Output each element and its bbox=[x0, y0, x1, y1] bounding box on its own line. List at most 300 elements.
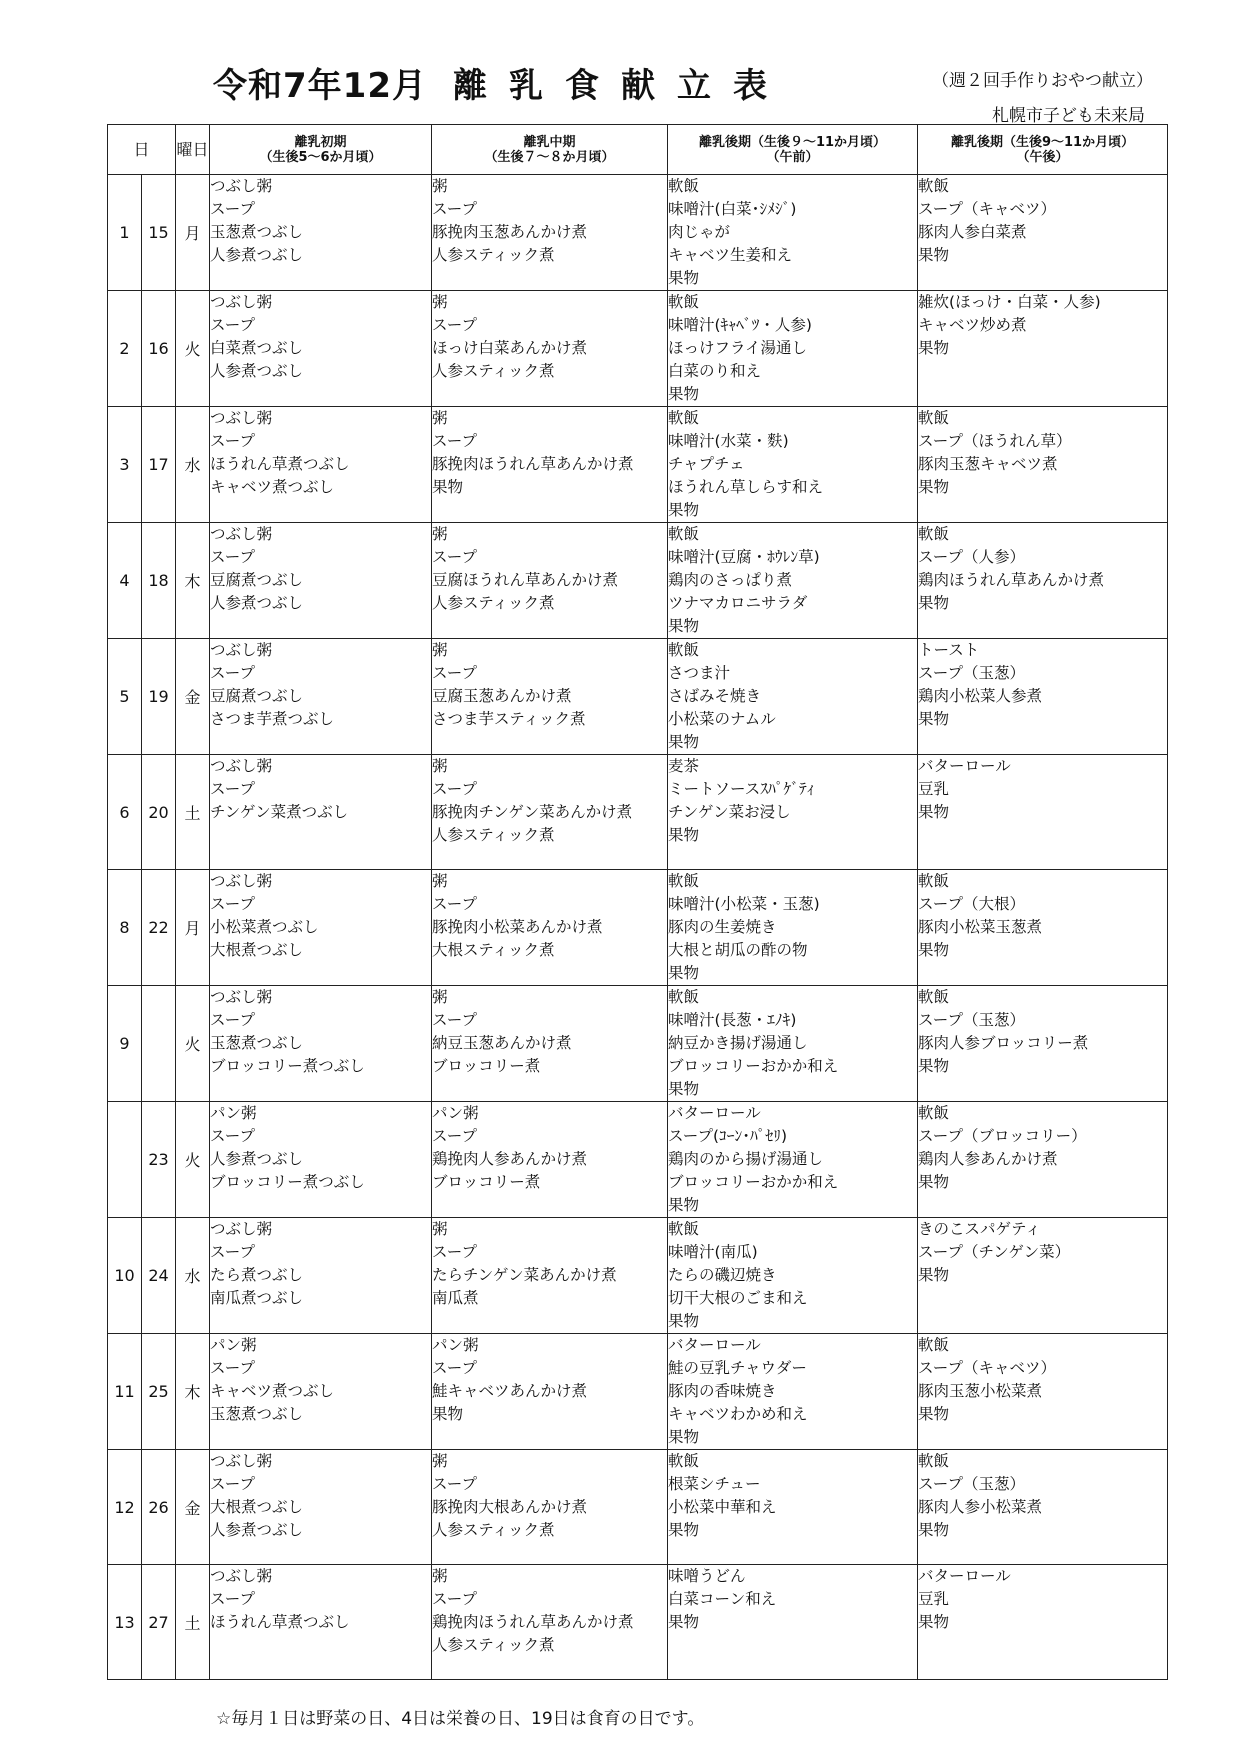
meal-item: スープ bbox=[210, 1127, 255, 1145]
meal-item: 人参煮つぶし bbox=[210, 594, 304, 612]
meal-item: ほっけ白菜あんかけ煮 bbox=[432, 339, 588, 357]
meal-item: 鶏肉ほうれん草あんかけ煮 bbox=[918, 571, 1105, 589]
meal-item: さつま汁 bbox=[668, 664, 731, 682]
meal-item: 軟飯 bbox=[918, 1336, 950, 1354]
meal-item: 果物 bbox=[918, 1057, 950, 1075]
meal-cell-middle bbox=[432, 870, 668, 986]
meal-item: ツナマカロニサラダ bbox=[668, 594, 808, 612]
menu-body bbox=[108, 175, 1168, 1680]
meal-item: さばみそ焼き bbox=[668, 687, 762, 705]
meal-item: スープ bbox=[210, 895, 255, 913]
footnote: ☆毎月１日は野菜の日、4日は栄養の日、19日は食育の日です。 bbox=[216, 1709, 705, 1729]
meal-cell-late-am bbox=[668, 1565, 918, 1680]
meal-item: 玉葱煮つぶし bbox=[210, 1405, 304, 1423]
meal-item: キャベツ生姜和え bbox=[668, 246, 793, 264]
meal-cell-middle bbox=[432, 1565, 668, 1680]
meal-item: スープ（玉葱） bbox=[918, 1475, 1025, 1493]
meal-item: さつま芋スティック煮 bbox=[432, 710, 586, 728]
col-header-late-am bbox=[668, 125, 918, 175]
day-cell: 8 bbox=[108, 870, 142, 986]
col-header-early bbox=[210, 125, 432, 175]
day-cell: 3 bbox=[108, 407, 142, 523]
meal-item: 南瓜煮つぶし bbox=[210, 1289, 304, 1307]
meal-cell-late-pm bbox=[918, 755, 1168, 870]
meal-cell-early bbox=[210, 1102, 432, 1218]
meal-cell-middle bbox=[432, 1218, 668, 1334]
meal-item: 粥 bbox=[432, 525, 448, 543]
meal-item: 軟飯 bbox=[668, 409, 700, 427]
weekday-cell: 火 bbox=[176, 986, 210, 1102]
meal-item: トースト bbox=[918, 641, 980, 659]
meal-item: 豚肉玉葱キャベツ煮 bbox=[918, 455, 1058, 473]
meal-cell-middle bbox=[432, 407, 668, 523]
meal-item: 味噌うどん bbox=[668, 1567, 746, 1585]
meal-item: スープ（キャベツ） bbox=[918, 1359, 1056, 1377]
meal-item: スープ(ｺｰﾝ･ﾊﾟｾﾘ) bbox=[668, 1127, 788, 1145]
meal-item: 白菜煮つぶし bbox=[210, 339, 304, 357]
meal-item: 白菜のり和え bbox=[668, 362, 762, 380]
meal-item: 肉じゃが bbox=[668, 223, 731, 241]
meal-cell-middle bbox=[432, 291, 668, 407]
weekday-cell: 土 bbox=[176, 1565, 210, 1680]
meal-item: 小松菜煮つぶし bbox=[210, 918, 319, 936]
meal-cell-early bbox=[210, 291, 432, 407]
meal-item: 豚肉人参小松菜煮 bbox=[918, 1498, 1043, 1516]
header-row bbox=[108, 125, 1168, 175]
meal-item: つぶし粥 bbox=[210, 1567, 273, 1585]
weekday-cell: 月 bbox=[176, 175, 210, 291]
meal-item: 果物 bbox=[668, 733, 700, 751]
table-row bbox=[108, 1218, 1168, 1334]
col-header-middle-line2: （生後７～８か月頃） bbox=[484, 149, 615, 165]
meal-cell-middle bbox=[432, 755, 668, 870]
meal-item: スープ（玉葱） bbox=[918, 664, 1025, 682]
meal-item: スープ bbox=[210, 316, 255, 334]
meal-item: スープ bbox=[432, 780, 477, 798]
meal-item: 果物 bbox=[918, 1173, 950, 1191]
meal-item: 味噌汁(水菜・麩) bbox=[668, 432, 789, 450]
meal-item: つぶし粥 bbox=[210, 525, 273, 543]
meal-cell-late-am bbox=[668, 1218, 918, 1334]
meal-item: 果物 bbox=[918, 710, 950, 728]
weekday-cell: 土 bbox=[176, 755, 210, 870]
meal-item: 人参スティック煮 bbox=[432, 826, 555, 844]
meal-item: 玉葱煮つぶし bbox=[210, 1034, 304, 1052]
meal-item: 果物 bbox=[918, 594, 950, 612]
day-cell: 12 bbox=[108, 1450, 142, 1565]
meal-item: 果物 bbox=[668, 1613, 700, 1631]
meal-item: キャベツわかめ和え bbox=[668, 1405, 808, 1423]
date-cell: 27 bbox=[142, 1565, 176, 1680]
date-cell: 22 bbox=[142, 870, 176, 986]
meal-cell-late-pm bbox=[918, 1450, 1168, 1565]
meal-item: 粥 bbox=[432, 1452, 448, 1470]
col-header-middle-line1: 離乳中期 bbox=[523, 134, 576, 150]
meal-item: 軟飯 bbox=[918, 177, 950, 195]
table-row bbox=[108, 1102, 1168, 1218]
weekday-cell: 水 bbox=[176, 407, 210, 523]
meal-cell-middle bbox=[432, 523, 668, 639]
date-cell: 26 bbox=[142, 1450, 176, 1565]
meal-item: 味噌汁(豆腐・ﾎｳﾚﾝ草) bbox=[668, 548, 820, 566]
meal-item: スープ bbox=[210, 1243, 255, 1261]
meal-cell-middle bbox=[432, 639, 668, 755]
meal-item: 軟飯 bbox=[918, 525, 950, 543]
meal-item: 豚肉の香味焼き bbox=[668, 1382, 777, 1400]
meal-cell-late-am bbox=[668, 755, 918, 870]
meal-item: 鶏肉人参あんかけ煮 bbox=[918, 1150, 1058, 1168]
meal-item: 果物 bbox=[918, 1405, 950, 1423]
meal-item: 人参煮つぶし bbox=[210, 246, 304, 264]
meal-item: 豚肉人参ブロッコリー煮 bbox=[918, 1034, 1089, 1052]
meal-item: 鶏挽肉人参あんかけ煮 bbox=[432, 1150, 588, 1168]
meal-item: キャベツ煮つぶし bbox=[210, 1382, 335, 1400]
meal-cell-early bbox=[210, 1334, 432, 1450]
meal-item: 軟飯 bbox=[668, 1452, 700, 1470]
meal-item: たらチンゲン菜あんかけ煮 bbox=[432, 1266, 617, 1284]
meal-item: 味噌汁(南瓜) bbox=[668, 1243, 758, 1261]
meal-item: 豆腐ほうれん草あんかけ煮 bbox=[432, 571, 619, 589]
day-cell: 4 bbox=[108, 523, 142, 639]
meal-item: チャプチェ bbox=[668, 455, 745, 473]
weekday-cell: 火 bbox=[176, 1102, 210, 1218]
meal-item: スープ bbox=[210, 200, 255, 218]
col-header-middle bbox=[432, 125, 668, 175]
day-cell bbox=[108, 1102, 142, 1218]
meal-item: 人参スティック煮 bbox=[432, 362, 555, 380]
meal-item: 果物 bbox=[668, 617, 700, 635]
meal-cell-early bbox=[210, 1450, 432, 1565]
meal-item: 人参スティック煮 bbox=[432, 246, 555, 264]
day-cell: 9 bbox=[108, 986, 142, 1102]
meal-item: ミートソースｽﾊﾟｹﾞﾃｨ bbox=[668, 780, 815, 798]
meal-item: 果物 bbox=[918, 478, 950, 496]
meal-item: スープ bbox=[210, 780, 255, 798]
meal-item: 大根と胡瓜の酢の物 bbox=[668, 941, 808, 959]
day-cell: 6 bbox=[108, 755, 142, 870]
meal-item: バターロール bbox=[918, 1567, 1011, 1585]
meal-cell-early bbox=[210, 639, 432, 755]
meal-item: スープ bbox=[432, 1127, 477, 1145]
meal-item: パン粥 bbox=[432, 1104, 479, 1122]
meal-item: 果物 bbox=[668, 501, 700, 519]
page-title bbox=[213, 58, 789, 107]
meal-cell-late-am bbox=[668, 986, 918, 1102]
weekday-cell: 月 bbox=[176, 870, 210, 986]
meal-item: つぶし粥 bbox=[210, 757, 273, 775]
col-header-day: 日 bbox=[108, 125, 176, 175]
meal-item: 鶏肉のから揚げ湯通し bbox=[668, 1150, 824, 1168]
meal-item: 果物 bbox=[668, 826, 700, 844]
meal-item: 豆乳 bbox=[918, 780, 950, 798]
day-cell: 11 bbox=[108, 1334, 142, 1450]
meal-item: 白菜コーン和え bbox=[668, 1590, 777, 1608]
meal-item: 麦茶 bbox=[668, 757, 700, 775]
meal-item: 豚肉玉葱小松菜煮 bbox=[918, 1382, 1043, 1400]
meal-item: 味噌汁(白菜･ｼﾒｼﾞ) bbox=[668, 200, 797, 218]
meal-item: 人参煮つぶし bbox=[210, 1521, 304, 1539]
meal-item: 果物 bbox=[918, 941, 950, 959]
day-cell: 2 bbox=[108, 291, 142, 407]
meal-item: 雑炊(ほっけ・白菜・人参) bbox=[918, 293, 1101, 311]
meal-item: ブロッコリーおかか和え bbox=[668, 1057, 839, 1075]
meal-item: 味噌汁(長葱・ｴﾉｷ) bbox=[668, 1011, 797, 1029]
meal-item: 切干大根のごま和え bbox=[668, 1289, 808, 1307]
meal-item: 豚肉人参白菜煮 bbox=[918, 223, 1027, 241]
meal-item: 玉葱煮つぶし bbox=[210, 223, 304, 241]
meal-item: チンゲン菜お浸し bbox=[668, 803, 791, 821]
title-date: 令和7年12月 bbox=[213, 66, 427, 106]
col-header-late-pm bbox=[918, 125, 1168, 175]
meal-item: 豚挽肉大根あんかけ煮 bbox=[432, 1498, 588, 1516]
meal-item: バターロール bbox=[668, 1104, 761, 1122]
meal-cell-late-am bbox=[668, 639, 918, 755]
col-header-dow: 曜日 bbox=[176, 125, 210, 175]
meal-cell-middle bbox=[432, 1102, 668, 1218]
meal-item: スープ（大根） bbox=[918, 895, 1025, 913]
meal-item: つぶし粥 bbox=[210, 988, 273, 1006]
meal-item: つぶし粥 bbox=[210, 177, 273, 195]
meal-item: 豚挽肉ほうれん草あんかけ煮 bbox=[432, 455, 634, 473]
meal-cell-early bbox=[210, 870, 432, 986]
meal-cell-late-pm bbox=[918, 1334, 1168, 1450]
date-cell: 17 bbox=[142, 407, 176, 523]
meal-cell-late-pm bbox=[918, 870, 1168, 986]
meal-item: 軟飯 bbox=[668, 872, 700, 890]
meal-item: つぶし粥 bbox=[210, 1452, 273, 1470]
meal-item: 納豆かき揚げ湯通し bbox=[668, 1034, 808, 1052]
organization-name: 札幌市子ども未来局 bbox=[992, 106, 1145, 126]
meal-item: 鶏肉のさっぱり煮 bbox=[668, 571, 793, 589]
date-cell: 16 bbox=[142, 291, 176, 407]
meal-item: 果物 bbox=[918, 246, 950, 264]
meal-item: ほうれん草煮つぶし bbox=[210, 1613, 350, 1631]
meal-cell-late-pm bbox=[918, 986, 1168, 1102]
meal-item: 粥 bbox=[432, 872, 448, 890]
meal-item: 軟飯 bbox=[668, 525, 700, 543]
weekday-cell: 水 bbox=[176, 1218, 210, 1334]
day-cell: 5 bbox=[108, 639, 142, 755]
meal-item: スープ bbox=[210, 664, 255, 682]
meal-item: ブロッコリー煮つぶし bbox=[210, 1057, 365, 1075]
weekday-cell: 金 bbox=[176, 639, 210, 755]
meal-item: 鶏挽肉ほうれん草あんかけ煮 bbox=[432, 1613, 634, 1631]
meal-item: 果物 bbox=[668, 1428, 700, 1446]
meal-item: スープ bbox=[210, 548, 255, 566]
meal-item: 軟飯 bbox=[668, 988, 700, 1006]
meal-item: 果物 bbox=[432, 1405, 464, 1423]
meal-item: スープ bbox=[432, 548, 477, 566]
table-row bbox=[108, 1450, 1168, 1565]
meal-item: 鮭キャベツあんかけ煮 bbox=[432, 1382, 588, 1400]
meal-item: 大根煮つぶし bbox=[210, 941, 304, 959]
meal-item: パン粥 bbox=[210, 1336, 257, 1354]
meal-item: つぶし粥 bbox=[210, 293, 273, 311]
meal-item: 軟飯 bbox=[918, 988, 950, 1006]
weekday-cell: 木 bbox=[176, 523, 210, 639]
date-cell: 19 bbox=[142, 639, 176, 755]
meal-item: 果物 bbox=[668, 1521, 700, 1539]
meal-item: 粥 bbox=[432, 1220, 448, 1238]
meal-item: 粥 bbox=[432, 641, 448, 659]
meal-item: 果物 bbox=[918, 1266, 950, 1284]
meal-item: スープ（人参） bbox=[918, 548, 1025, 566]
meal-item: つぶし粥 bbox=[210, 1220, 273, 1238]
meal-item: 果物 bbox=[668, 269, 700, 287]
meal-item: 粥 bbox=[432, 757, 448, 775]
table-row bbox=[108, 870, 1168, 986]
meal-item: ブロッコリー煮 bbox=[432, 1173, 541, 1191]
meal-item: 豆乳 bbox=[918, 1590, 950, 1608]
meal-item: さつま芋煮つぶし bbox=[210, 710, 335, 728]
meal-cell-early bbox=[210, 1565, 432, 1680]
meal-item: 果物 bbox=[918, 1521, 950, 1539]
meal-item: スープ bbox=[432, 1011, 477, 1029]
meal-item: 果物 bbox=[918, 803, 950, 821]
meal-item: スープ bbox=[432, 316, 477, 334]
meal-item: 人参スティック煮 bbox=[432, 1636, 555, 1654]
meal-item: スープ bbox=[210, 1475, 255, 1493]
meal-cell-early bbox=[210, 175, 432, 291]
table-row bbox=[108, 1565, 1168, 1680]
meal-item: 豆腐煮つぶし bbox=[210, 687, 304, 705]
meal-cell-late-am bbox=[668, 870, 918, 986]
menu-table bbox=[107, 124, 1168, 1680]
weekday-cell: 木 bbox=[176, 1334, 210, 1450]
meal-cell-late-pm bbox=[918, 291, 1168, 407]
meal-item: 大根スティック煮 bbox=[432, 941, 555, 959]
col-header-late-am-line2: （午前） bbox=[766, 149, 819, 165]
meal-item: 鮭の豆乳チャウダー bbox=[668, 1359, 807, 1377]
meal-item: 豚挽肉小松菜あんかけ煮 bbox=[432, 918, 603, 936]
meal-cell-late-am bbox=[668, 1102, 918, 1218]
meal-item: つぶし粥 bbox=[210, 641, 273, 659]
meal-item: きのこスパゲティ bbox=[918, 1220, 1041, 1238]
table-row bbox=[108, 639, 1168, 755]
col-header-late-am-line1: 離乳後期（生後９～11か月頃） bbox=[698, 134, 887, 150]
meal-item: スープ（玉葱） bbox=[918, 1011, 1025, 1029]
meal-item: 鶏肉小松菜人参煮 bbox=[918, 687, 1043, 705]
meal-item: 軟飯 bbox=[668, 1220, 700, 1238]
meal-item: 果物 bbox=[668, 964, 700, 982]
meal-cell-middle bbox=[432, 1334, 668, 1450]
meal-cell-late-am bbox=[668, 407, 918, 523]
meal-cell-late-am bbox=[668, 1334, 918, 1450]
meal-item: スープ bbox=[432, 895, 477, 913]
meal-item: パン粥 bbox=[432, 1336, 479, 1354]
meal-item: たら煮つぶし bbox=[210, 1266, 304, 1284]
weekday-cell: 火 bbox=[176, 291, 210, 407]
meal-cell-late-pm bbox=[918, 523, 1168, 639]
meal-cell-late-pm bbox=[918, 1218, 1168, 1334]
meal-item: 人参煮つぶし bbox=[210, 362, 304, 380]
table-row bbox=[108, 175, 1168, 291]
meal-item: 味噌汁(小松菜・玉葱) bbox=[668, 895, 820, 913]
meal-item: 粥 bbox=[432, 293, 448, 311]
meal-item: スープ（チンゲン菜） bbox=[918, 1243, 1071, 1261]
meal-cell-early bbox=[210, 755, 432, 870]
meal-item: 粥 bbox=[432, 177, 448, 195]
meal-cell-late-am bbox=[668, 291, 918, 407]
meal-item: 果物 bbox=[918, 1613, 950, 1631]
meal-item: 軟飯 bbox=[918, 872, 950, 890]
table-row bbox=[108, 1334, 1168, 1450]
table-row bbox=[108, 523, 1168, 639]
meal-item: バターロール bbox=[918, 757, 1011, 775]
meal-item: 豚肉の生姜焼き bbox=[668, 918, 777, 936]
meal-item: 根菜シチュー bbox=[668, 1475, 761, 1493]
date-cell bbox=[142, 986, 176, 1102]
meal-item: 粥 bbox=[432, 1567, 448, 1585]
meal-cell-late-am bbox=[668, 523, 918, 639]
meal-cell-late-pm bbox=[918, 1565, 1168, 1680]
meal-item: 小松菜のナムル bbox=[668, 710, 776, 728]
col-header-late-pm-line2: （午後） bbox=[1016, 149, 1069, 165]
meal-item: スープ（ほうれん草） bbox=[918, 432, 1072, 450]
meal-item: 大根煮つぶし bbox=[210, 1498, 304, 1516]
meal-item: ほっけフライ湯通し bbox=[668, 339, 808, 357]
meal-item: 軟飯 bbox=[918, 1104, 950, 1122]
meal-item: 軟飯 bbox=[668, 293, 700, 311]
meal-item: スープ bbox=[432, 664, 477, 682]
meal-cell-late-am bbox=[668, 1450, 918, 1565]
meal-cell-middle bbox=[432, 986, 668, 1102]
meal-item: スープ bbox=[432, 1243, 477, 1261]
meal-cell-late-pm bbox=[918, 639, 1168, 755]
title-main: 離乳食献立表 bbox=[452, 66, 789, 106]
meal-item: たらの磯辺焼き bbox=[668, 1266, 777, 1284]
meal-cell-late-pm bbox=[918, 1102, 1168, 1218]
meal-item: 粥 bbox=[432, 988, 448, 1006]
meal-item: スープ bbox=[210, 1590, 255, 1608]
table-row bbox=[108, 291, 1168, 407]
meal-item: チンゲン菜煮つぶし bbox=[210, 803, 349, 821]
table-row bbox=[108, 755, 1168, 870]
meal-item: 人参スティック煮 bbox=[432, 594, 555, 612]
meal-item: 味噌汁(ｷｬﾍﾞﾂ・人参) bbox=[668, 316, 812, 334]
meal-item: 軟飯 bbox=[918, 409, 950, 427]
meal-item: 軟飯 bbox=[668, 641, 700, 659]
weekday-cell: 金 bbox=[176, 1450, 210, 1565]
meal-item: 果物 bbox=[668, 1080, 700, 1098]
day-cell: 1 bbox=[108, 175, 142, 291]
day-cell: 13 bbox=[108, 1565, 142, 1680]
meal-item: 果物 bbox=[668, 385, 700, 403]
col-header-early-line2: （生後5～6か月頃） bbox=[259, 149, 382, 165]
meal-item: ほうれん草煮つぶし bbox=[210, 455, 350, 473]
meal-item: つぶし粥 bbox=[210, 409, 273, 427]
meal-item: スープ bbox=[432, 1590, 477, 1608]
meal-cell-early bbox=[210, 407, 432, 523]
meal-item: 果物 bbox=[918, 339, 950, 357]
col-header-late-pm-line1: 離乳後期（生後9～11か月頃） bbox=[950, 134, 1135, 150]
day-cell: 10 bbox=[108, 1218, 142, 1334]
date-cell: 15 bbox=[142, 175, 176, 291]
meal-item: バターロール bbox=[668, 1336, 761, 1354]
meal-item: スープ bbox=[210, 432, 255, 450]
meal-item: 人参スティック煮 bbox=[432, 1521, 555, 1539]
meal-item: パン粥 bbox=[210, 1104, 257, 1122]
meal-cell-early bbox=[210, 523, 432, 639]
meal-item: スープ bbox=[210, 1359, 255, 1377]
meal-item: スープ bbox=[210, 1011, 255, 1029]
meal-cell-early bbox=[210, 986, 432, 1102]
meal-item: 小松菜中華和え bbox=[668, 1498, 777, 1516]
meal-item: 果物 bbox=[668, 1312, 700, 1330]
subtitle: （週２回手作りおやつ献立） bbox=[932, 71, 1153, 91]
meal-item: 豚肉小松菜玉葱煮 bbox=[918, 918, 1043, 936]
col-header-early-line1: 離乳初期 bbox=[294, 134, 347, 150]
